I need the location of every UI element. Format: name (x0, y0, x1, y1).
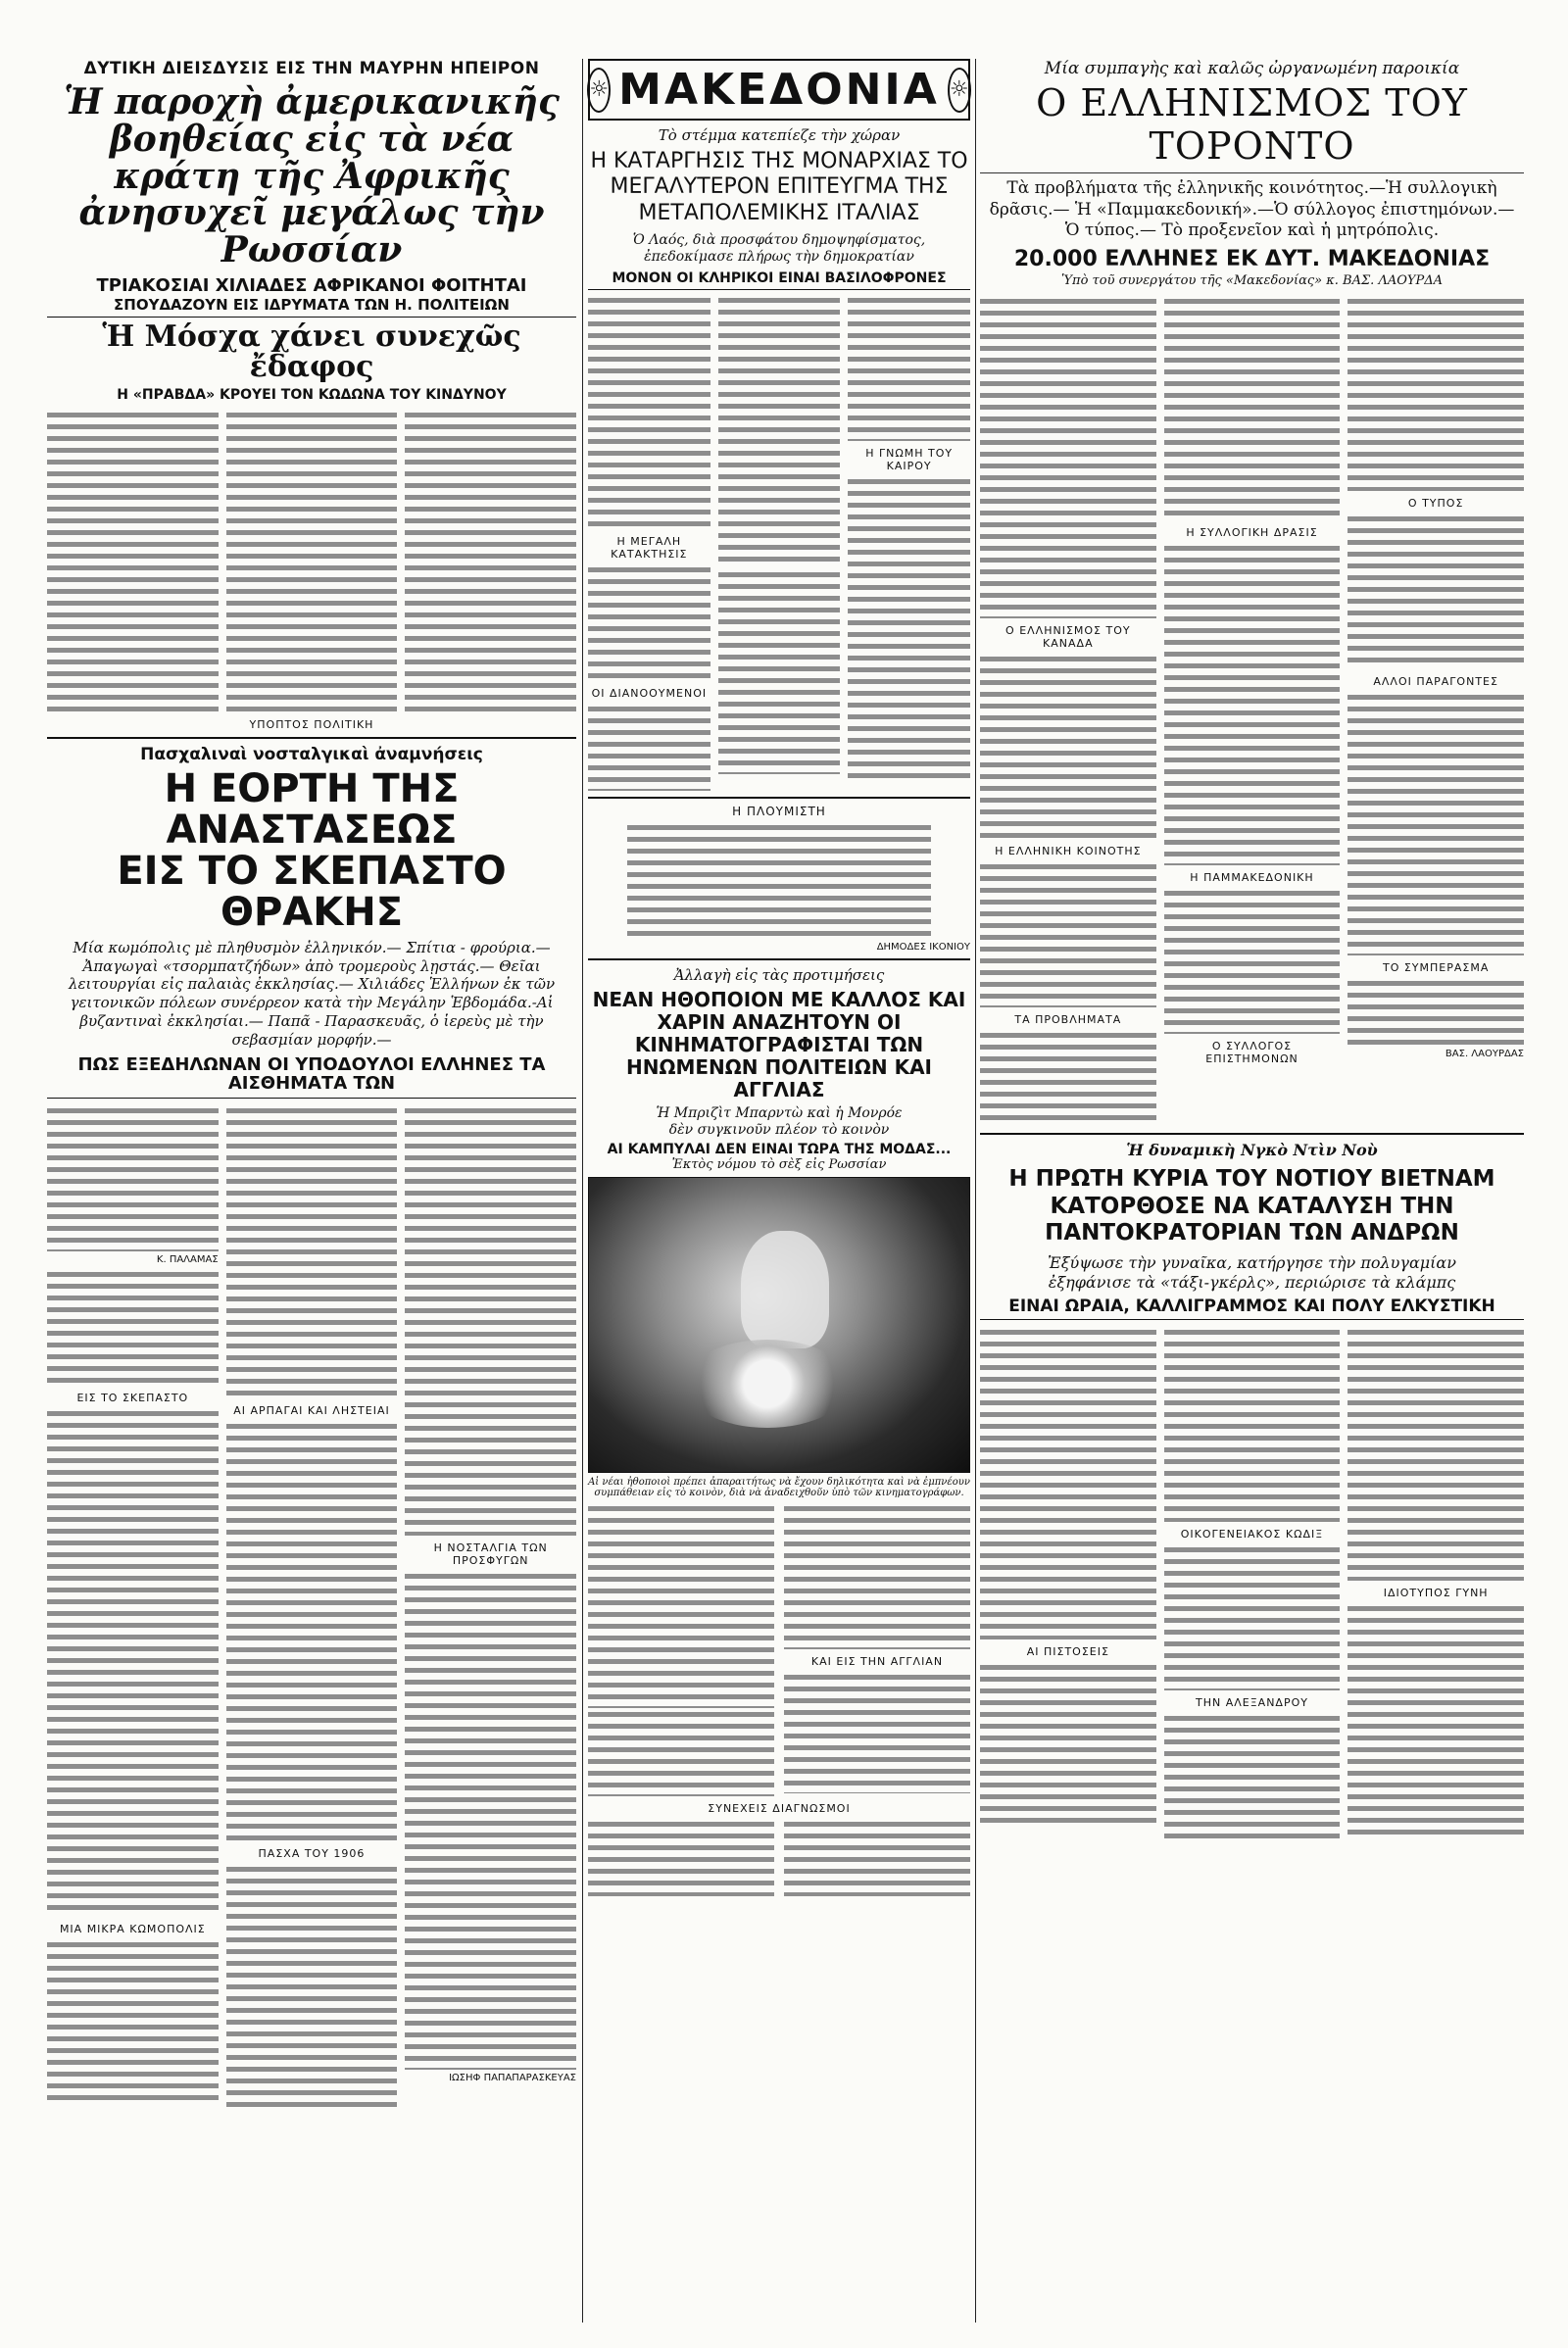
film-sub-2: Ἐκτὸς νόμου τὸ σὲξ εἰς Ρωσσίαν (671, 1156, 887, 1172)
vietnam-headline: Η ΠΡΩΤΗ ΚΥΡΙΑ ΤΟΥ ΝΟΤΙΟΥ ΒΙΕΤΝΑΜ ΚΑΤΟΡΘΟΣΕ ΝΑ ΚΑΤΑΛΥΣΗ ΤΗΝ ΠΑΝΤΟΚΡΑΤΟΡΙΑΝ ΤΩΝ ΑΝΔΡΩΝ (1008, 1166, 1495, 1247)
toronto-sub: 20.000 ΕΛΛΗΝΕΣ ΕΚ ΔΥΤ. ΜΑΚΕΔΟΝΙΑΣ (1013, 247, 1491, 271)
italy-body (588, 294, 970, 791)
africa-sub-institutions: ΣΠΟΥΔΑΖΟΥΝ ΕΙΣ ΙΔΡΥΜΑΤΑ ΤΩΝ Η. ΠΟΛΙΤΕΙΩΝ (47, 296, 576, 318)
vietnam-sub: ΕΙΝΑΙ ΩΡΑΙΑ, ΚΑΛΛΙΓΡΑΜΜΟΣ ΚΑΙ ΠΟΛΥ ΕΛΚΥΣΤΙΚΗ (980, 1296, 1524, 1320)
africa-body-col2 (226, 409, 398, 712)
africa-sub-pravda: Η «ΠΡΑΒΔΑ» ΚΡΟΥΕΙ ΤΟΝ ΚΩΔΩΝΑ ΤΟΥ ΚΙΝΔΥΝΟΥ (117, 386, 507, 403)
toronto-section-canada: Ο ΕΛΛΗΝΙΣΜΟΣ ΤΟΥ ΚΑΝΑΔΑ (1005, 624, 1131, 651)
masthead-emblem-icon: ☼ (587, 68, 611, 113)
easter-body (47, 1104, 576, 2108)
italy-section-intellectuals: ΟΙ ΔΙΑΝΟΟΥΜΕΝΟΙ (591, 686, 708, 700)
film-sub: ΑΙ ΚΑΜΠΥΛΑΙ ΔΕΝ ΕΙΝΑΙ ΤΩΡΑ ΤΗΣ ΜΟΔΑΣ... (607, 1141, 952, 1157)
africa-body (47, 409, 576, 712)
toronto-section-others: ΑΛΛΟΙ ΠΑΡΑΓΟΝΤΕΣ (1373, 675, 1498, 689)
film-kicker: Ἀλλαγὴ εἰς τὰς προτιμήσεις (673, 965, 885, 984)
italy-deck: Ὁ Λαός, διὰ προσφάτου δημοψηφίσματος, ἐπεδοκίμασε πλήρως τὴν δημοκρατίαν (632, 231, 926, 266)
africa-body-col3 (405, 409, 576, 712)
italy-section-kairos: Η ΓΝΩΜΗ ΤΟΥ ΚΑΙΡΟΥ (865, 446, 954, 472)
easter-section-easter-1906: ΠΑΣΧΑ ΤΟΥ 1906 (258, 1847, 366, 1861)
africa-sub-moscow: Ἡ Μόσχα χάνει συνεχῶς ἔδαφος (102, 318, 521, 385)
toronto-byline: Ὑπὸ τοῦ συνεργάτου τῆς «Μακεδονίας» κ. ΒΑΣ. ΛΑΟΥΡΔΑ (1061, 273, 1443, 288)
vietnam-section-family-code: ΟΙΚΟΓΕΝΕΙΑΚΟΣ ΚΩΔΙΞ (1180, 1528, 1324, 1541)
film-section-diagnoses: ΣΥΝΕΧΕΙΣ ΔΙΑΓΝΩΣΜΟΙ (708, 1801, 851, 1815)
vietnam-kicker: Ἡ δυναμικὴ Νγκὸ Ντὶν Νοὺ (1126, 1141, 1378, 1160)
masthead (588, 59, 970, 121)
column-rule-right (975, 59, 976, 2323)
toronto-body (980, 295, 1524, 1127)
film-photo (588, 1177, 970, 1473)
left-column (47, 59, 576, 2108)
poem-author: ΔΗΜΟΔΕΣ ΙΚΟΝΙΟΥ (876, 941, 970, 953)
africa-sub-students: ΤΡΙΑΚΟΣΙΑΙ ΧΙΛΙΑΔΕΣ ΑΦΡΙΚΑΝΟΙ ΦΟΙΤΗΤΑΙ (96, 274, 527, 296)
easter-section-refugees: Η ΝΟΣΤΑΛΓΙΑ ΤΩΝ ΠΡΟΣΦΥΓΩΝ (433, 1541, 548, 1568)
toronto-section-collective: Η ΣΥΛΛΟΓΙΚΗ ΔΡΑΣΙΣ (1186, 526, 1318, 540)
film-deck-1: Ἡ Μπριζὶτ Μπαρντὼ καὶ ἡ Μονρόε (656, 1104, 903, 1121)
vietnam-deck-1: Ἐξύψωσε τὴν γυναῖκα, κατήργησε τὴν πολυγαμίαν (1048, 1253, 1456, 1273)
film-section-england: ΚΑΙ ΕΙΣ ΤΗΝ ΑΓΓΛΙΑΝ (810, 1654, 944, 1668)
film-deck-2: δὲν συγκινοῦν πλέον τὸ κοινὸν (668, 1122, 890, 1139)
easter-headline-3: ΠΩΣ ΕΞΕΔΗΛΩΝΑΝ ΟΙ ΥΠΟΔΟΥΛΟΙ ΕΛΛΗΝΕΣ ΤΑ ΑΙΣΘΗΜΑΤΑ ΤΩΝ (47, 1056, 576, 1099)
easter-section-small-town: ΜΙΑ ΜΙΚΡΑ ΚΩΜΟΠΟΛΙΣ (59, 1923, 206, 1936)
vietnam-deck-2: ἐξηφάνισε τὰ «τάξι-γκέρλς», περιώρισε τὰ κλάμπς (1048, 1273, 1456, 1293)
easter-body-col1 (47, 1104, 219, 2108)
easter-deck: Μία κωμόπολις μὲ πληθυσμὸν ἑλληνικόν.— Σπίτια - φρούρια.— Ἀπαγωγαὶ «τσορμπατζήδων» ἀπὸ τρομεροὺς λῃστάς.— Θεῖαι λειτουργίαι εἰς παλαιὰς ἐκκλησίας.— Χιλιάδες Ἑλλήνων ἐκ τῶν γειτονικῶν πόλεων συνέρρεον κατὰ τὴν Μεγάλην Ἑβδομάδα.-Αἱ βυζαντιναὶ ἐκκλησίαι.— Παπᾶ - Παρασκευᾶς, ὁ ἱερεὺς μὲ τὴν σεβασμίαν μορφήν.— (68, 938, 556, 1049)
italy-section-conquest: Η ΜΕΓΑΛΗ ΚΑΤΑΚΤΗΣΙΣ (611, 534, 688, 561)
toronto-section-conclusion: ΤΟ ΣΥΜΠΕΡΑΣΜΑ (1382, 961, 1490, 975)
toronto-headline: Ο ΕΛΛΗΝΙΣΜΟΣ ΤΟΥ ΤΟΡΟΝΤΟ (1036, 81, 1468, 169)
column-rule-left (582, 59, 583, 2323)
masthead-emblem-icon-right: ☼ (948, 68, 971, 113)
film-body (588, 1502, 970, 1796)
toronto-deck: Τὰ προβλήματα τῆς ἑλληνικῆς κοινότητος.—Ἡ συλλογικὴ δρᾶσις.— Ἡ «Παμμακεδονική».—Ὁ σύλλογος ἐπιστημόνων.— Ὁ τύπος.— Τὸ προξενεῖον καὶ ἡ μητρόπολις. (989, 178, 1515, 240)
africa-body-col1 (47, 409, 219, 712)
easter-section-skepasto: ΕΙΣ ΤΟ ΣΚΕΠΑΣΤΟ (76, 1392, 189, 1405)
toronto-section-press: Ο ΤΥΠΟΣ (1407, 497, 1464, 511)
easter-section-robberies: ΑΙ ΑΡΠΑΓΑΙ ΚΑΙ ΛΗΣΤΕΙΑΙ (233, 1404, 390, 1418)
easter-poem-author: Κ. ΠΑΛΑΜΑΣ (156, 1254, 219, 1266)
easter-body-col3 (405, 1104, 576, 2108)
easter-headline-1: Η ΕΟΡΤΗ ΤΗΣ ΑΝΑΣΤΑΣΕΩΣ (164, 765, 460, 853)
vietnam-body (980, 1326, 1524, 1839)
africa-headline: Ἡ παροχὴ ἀμερικανικῆς βοηθείας εἰς τὰ νέα κράτη τῆς Ἀφρικῆς ἀνησυχεῖ μεγάλως τὴν Ρωσσίαν (64, 81, 560, 271)
italy-kicker: Τὸ στέμμα κατεπίεζε τὴν χώραν (658, 126, 901, 144)
easter-kicker: Πασχαλιναὶ νοσταλγικαὶ ἀναμνήσεις (140, 744, 483, 764)
masthead-title: ΜΑΚΕΔΟΝΙΑ (618, 65, 940, 115)
toronto-section-pammakedoniki: Η ΠΑΜΜΑΚΕΔΟΝΙΚΗ (1190, 871, 1314, 885)
italy-sub: ΜΟΝΟΝ ΟΙ ΚΛΗΡΙΚΟΙ ΕΙΝΑΙ ΒΑΣΙΛΟΦΡΟΝΕΣ (588, 270, 970, 290)
right-column (980, 59, 1524, 1839)
toronto-section-scientists: Ο ΣΥΛΛΟΓΟΣ ΕΠΙΣΤΗΜΟΝΩΝ (1205, 1040, 1298, 1066)
poem-title: Η ΠΛΟΥΜΙΣΤΗ (732, 804, 826, 818)
easter-body-col2 (226, 1104, 398, 2108)
film-photo-caption: Αἱ νέαι ἠθοποιοὶ πρέπει ἀπαραιτήτως νὰ ἔχουν δηλικότητα καὶ νὰ ἐμπνέουν συμπάθειαν εἰς τὸ κοινὸν, διὰ νὰ ἀναδειχθοῦν ὑπὸ τῶν κινηματογράφων. (588, 1476, 970, 1498)
vietnam-section-beliefs: ΑΙ ΠΙΣΤΟΣΕΙΣ (1026, 1645, 1109, 1659)
toronto-section-problems: ΤΑ ΠΡΟΒΛΗΜΑΤΑ (1014, 1013, 1122, 1027)
center-column (588, 59, 970, 1896)
easter-byline: ΙΩΣΗΦ ΠΑΠΑΠΑΡΑΣΚΕΥΑΣ (449, 2073, 576, 2084)
toronto-kicker: Μία συμπαγὴς καὶ καλῶς ὠργανωμένη παροικία (1044, 59, 1460, 78)
poem-body (627, 821, 931, 939)
photo-flowers (684, 1340, 851, 1428)
italy-headline: Η ΚΑΤΑΡΓΗΣΙΣ ΤΗΣ ΜΟΝΑΡΧΙΑΣ ΤΟ ΜΕΓΑΛΥΤΕΡΟΝ ΕΠΙΤΕΥΓΜΑ ΤΗΣ ΜΕΤΑΠΟΛΕΜΙΚΗΣ ΙΤΑΛΙΑΣ (590, 148, 968, 225)
easter-headline-2: ΕΙΣ ΤΟ ΣΚΕΠΑΣΤΟ ΘΡΑΚΗΣ (117, 848, 507, 935)
photo-figure (741, 1231, 829, 1348)
toronto-signature: ΒΑΣ. ΛΑΟΥΡΔΑΣ (1445, 1049, 1524, 1060)
film-headline: ΝΕΑΝ ΗΘΟΠΟΙΟΝ ΜΕ ΚΑΛΛΟΣ ΚΑΙ ΧΑΡΙΝ ΑΝΑΖΗΤΟΥΝ ΟΙ ΚΙΝΗΜΑΤΟΓΡΑΦΙΣΤΑΙ ΤΩΝ ΗΝΩΜΕΝΩΝ ΠΟΛΙΤΕΙΩΝ ΚΑΙ ΑΓΓΛΙΑΣ (592, 987, 966, 1101)
africa-section-suspect-policy: ΥΠΟΠΤΟΣ ΠΟΛΙΤΙΚΗ (249, 717, 374, 731)
africa-kicker: ΔΥΤΙΚΗ ΔΙΕΙΣΔΥΣΙΣ ΕΙΣ ΤΗΝ ΜΑΥΡΗΝ ΗΠΕΙΡΟΝ (83, 59, 540, 78)
toronto-section-community: Η ΕΛΛΗΝΙΚΗ ΚΟΙΝΟΤΗΣ (995, 845, 1142, 858)
vietnam-section-alexandrou: ΤΗΝ ΑΛΕΞΑΝΔΡΟΥ (1196, 1696, 1308, 1710)
vietnam-section-unique-woman: ΙΔΙΟΤΥΠΟΣ ΓΥΝΗ (1383, 1587, 1489, 1600)
